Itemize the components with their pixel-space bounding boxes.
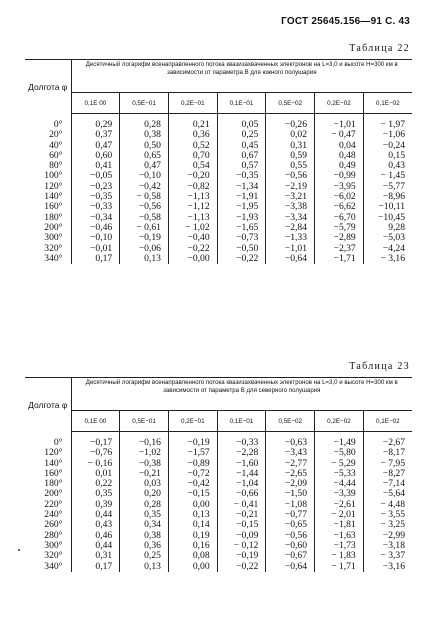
value-cell: 0,08 — [168, 551, 217, 561]
value-cell: 0,35 — [120, 510, 169, 520]
value-cell: −5,77 — [363, 182, 412, 192]
longitude-cell: 120° — [44, 180, 63, 192]
value-cell: −3,39 — [315, 489, 364, 499]
value-cell: −0,42 — [120, 182, 169, 192]
value-cell: −1,33 — [266, 233, 315, 243]
value-cell: −1,02 — [120, 448, 169, 458]
value-cell: 0,43 — [363, 161, 412, 171]
value-cell: − 0,61 — [120, 223, 169, 233]
value-cell: −0,35 — [217, 171, 266, 181]
longitude-cell: 0° — [53, 436, 63, 448]
value-cell: 0,38 — [120, 531, 169, 541]
param-header-cell: 0,2E−02 — [315, 93, 364, 114]
value-cell: − 1,45 — [363, 171, 412, 181]
table-row — [25, 432, 412, 449]
value-cell: −3,43 — [266, 448, 315, 458]
value-cell: 0,49 — [315, 161, 364, 171]
value-cell: −0,35 — [71, 192, 120, 202]
value-cell: −0,22 — [217, 254, 266, 264]
value-cell: 0,05 — [217, 114, 266, 131]
value-cell: − 4,48 — [363, 500, 412, 510]
value-cell: −0,66 — [217, 489, 266, 499]
value-cell: 0,38 — [120, 130, 169, 140]
value-cell: 0,57 — [217, 161, 266, 171]
value-cell: −10,11 — [363, 202, 412, 212]
value-cell: − 0,16 — [71, 459, 120, 469]
value-cell: −0,10 — [71, 233, 120, 243]
longitude-cell: 240° — [44, 509, 63, 521]
table-body — [25, 432, 412, 572]
value-cell: 0,22 — [71, 479, 120, 489]
longitude-cell: 340° — [44, 560, 63, 572]
longitude-cell: 140° — [44, 457, 63, 469]
value-cell: −3,16 — [363, 562, 412, 572]
value-cell: −1,57 — [168, 448, 217, 458]
value-cell: 0,55 — [266, 161, 315, 171]
param-header-cell: 0,1E−01 — [217, 93, 266, 114]
value-cell: −0,58 — [120, 213, 169, 223]
value-cell: 0,28 — [120, 114, 169, 131]
param-header-cell: 0,5E−01 — [120, 93, 169, 114]
value-cell: −4,24 — [363, 244, 412, 254]
lon-header: Долгота φ — [25, 378, 71, 432]
value-cell: 0,01 — [71, 469, 120, 479]
value-cell: 0,25 — [120, 551, 169, 561]
value-cell: −0,09 — [217, 531, 266, 541]
value-cell: −1,04 — [217, 479, 266, 489]
value-cell: −0,42 — [168, 479, 217, 489]
value-cell: −0,73 — [217, 233, 266, 243]
longitude-cell: 180° — [44, 478, 63, 490]
table-caption: Десятичный логарифм всенаправленного потока квазизахваченных электронов на L=3,0 и высоте H=300 км в зависимости от параметра B для южного полушария — [71, 60, 412, 93]
value-cell: −2,84 — [266, 223, 315, 233]
longitude-cell: 160° — [44, 467, 63, 479]
value-cell: 0,43 — [71, 520, 120, 530]
value-cell: −0,24 — [363, 141, 412, 151]
value-cell: 0,37 — [71, 130, 120, 140]
value-cell: 0,35 — [71, 489, 120, 499]
longitude-cell: 60° — [49, 149, 63, 161]
value-cell: −3,21 — [266, 192, 315, 202]
value-cell: −8,27 — [363, 469, 412, 479]
value-cell: −0,38 — [120, 459, 169, 469]
value-cell: −8,17 — [363, 448, 412, 458]
value-cell: −1,01 — [315, 114, 364, 131]
value-cell: −0,99 — [315, 171, 364, 181]
longitude-cell: 300° — [44, 232, 63, 244]
value-cell: 0,34 — [120, 520, 169, 530]
param-header-cell: 0,5E−02 — [266, 93, 315, 114]
value-cell: −4,44 — [315, 479, 364, 489]
value-cell: 0,19 — [168, 531, 217, 541]
value-cell: 0,45 — [217, 141, 266, 151]
value-cell: 0,44 — [71, 541, 120, 551]
value-cell: 0,02 — [266, 130, 315, 140]
longitude-cell: 260° — [44, 519, 63, 531]
value-cell: −0,40 — [168, 233, 217, 243]
value-cell: −1,13 — [168, 213, 217, 223]
value-cell: −1,13 — [168, 192, 217, 202]
longitude-cell: 200° — [44, 488, 63, 500]
value-cell: −5,64 — [363, 489, 412, 499]
value-cell: −2,99 — [363, 531, 412, 541]
longitude-cell: 280° — [44, 529, 63, 541]
value-cell: −1,65 — [217, 223, 266, 233]
value-cell: 0,60 — [71, 151, 120, 161]
value-cell: 0,65 — [120, 151, 169, 161]
value-cell: − 1,71 — [315, 562, 364, 572]
value-cell: −0,50 — [217, 244, 266, 254]
value-cell: − 1,83 — [315, 551, 364, 561]
value-cell: −0,33 — [217, 432, 266, 449]
value-cell: −0,89 — [168, 459, 217, 469]
value-cell: −0,00 — [168, 254, 217, 264]
lon-header: Долгота φ — [25, 60, 71, 114]
value-cell: −1,81 — [315, 520, 364, 530]
value-cell: −1,08 — [266, 500, 315, 510]
value-cell: −0,60 — [266, 541, 315, 551]
value-cell: −2,61 — [315, 500, 364, 510]
table-caption: Десятичный логарифм всенаправленного потока квазизахваченных электронов на L=3,0 и высоте H=300 км в зависимости от параметра B для северного полушария — [71, 378, 412, 411]
value-cell: −0,19 — [168, 432, 217, 449]
value-cell: 0,13 — [120, 562, 169, 572]
value-cell: −7,14 — [363, 479, 412, 489]
value-cell: −0,22 — [217, 562, 266, 572]
value-cell: − 2,01 — [315, 510, 364, 520]
param-header-cell: 0,1E−02 — [363, 411, 412, 432]
value-cell: −6,02 — [315, 192, 364, 202]
value-cell: −6,62 — [315, 202, 364, 212]
value-cell: 0,17 — [71, 562, 120, 572]
value-cell: −0,72 — [168, 469, 217, 479]
value-cell: −0,46 — [71, 223, 120, 233]
value-cell: 0,50 — [120, 141, 169, 151]
value-cell: −2,09 — [266, 479, 315, 489]
value-cell: 0,00 — [168, 500, 217, 510]
value-cell: −0,20 — [168, 171, 217, 181]
value-cell: −1,95 — [217, 202, 266, 212]
value-cell: −1,73 — [315, 541, 364, 551]
table-22-label: Таблица 22 — [349, 43, 410, 54]
param-header-cell: 0,2E−01 — [168, 93, 217, 114]
value-cell: −5,33 — [315, 469, 364, 479]
margin-mark — [18, 549, 20, 551]
value-cell: 0,14 — [168, 520, 217, 530]
value-cell: − 3,37 — [363, 551, 412, 561]
value-cell: −1,12 — [168, 202, 217, 212]
value-cell: −0,19 — [120, 233, 169, 243]
value-cell: −0,05 — [71, 171, 120, 181]
value-cell: −3,34 — [266, 213, 315, 223]
value-cell: −2,77 — [266, 459, 315, 469]
value-cell: 0,16 — [168, 541, 217, 551]
value-cell: −0,19 — [217, 551, 266, 561]
value-cell: −0,10 — [120, 171, 169, 181]
value-cell: 0,41 — [71, 161, 120, 171]
value-cell: −0,17 — [71, 432, 120, 449]
value-cell: −2,67 — [363, 432, 412, 449]
value-cell: − 3,55 — [363, 510, 412, 520]
value-cell: − 1,02 — [168, 223, 217, 233]
param-header-cell: 0,1E−01 — [217, 411, 266, 432]
value-cell: −2,19 — [266, 182, 315, 192]
param-header-cell: 0,2E−02 — [315, 411, 364, 432]
value-cell: 0,47 — [120, 161, 169, 171]
table-23-label: Таблица 23 — [349, 361, 410, 372]
longitude-cell: 200° — [44, 221, 63, 233]
value-cell: −2,89 — [315, 233, 364, 243]
value-cell: 0,04 — [315, 141, 364, 151]
value-cell: −0,01 — [71, 244, 120, 254]
value-cell: −1,91 — [217, 192, 266, 202]
value-cell: 0,67 — [217, 151, 266, 161]
value-cell: −0,82 — [168, 182, 217, 192]
value-cell: −3,18 — [363, 541, 412, 551]
value-cell: 0,15 — [363, 151, 412, 161]
value-cell: 0,59 — [266, 151, 315, 161]
value-cell: −0,76 — [71, 448, 120, 458]
value-cell: − 3,16 — [363, 254, 412, 264]
param-header-cell: 0,1E−02 — [363, 93, 412, 114]
value-cell: −1,93 — [217, 213, 266, 223]
param-header-cell: 0,5E−02 — [266, 411, 315, 432]
value-cell: − 0,47 — [315, 130, 364, 140]
value-cell: 9,28 — [363, 223, 412, 233]
value-cell: −2,37 — [315, 244, 364, 254]
value-cell: −1,60 — [217, 459, 266, 469]
value-cell: 0,17 — [71, 254, 120, 264]
value-cell: 0,36 — [120, 541, 169, 551]
value-cell: −1,71 — [315, 254, 364, 264]
value-cell: −0,67 — [266, 551, 315, 561]
value-cell: − 7,95 — [363, 459, 412, 469]
table-body — [25, 114, 412, 265]
table-22 — [25, 59, 412, 264]
value-cell: −0,65 — [266, 520, 315, 530]
longitude-cell: 100° — [44, 170, 63, 182]
value-cell: −0,63 — [266, 432, 315, 449]
page-header: ГОСТ 25645.156—91 С. 43 — [281, 16, 410, 27]
longitude-cell: 140° — [44, 191, 63, 203]
value-cell: −0,16 — [120, 432, 169, 449]
value-cell: 0,29 — [71, 114, 120, 131]
param-header-cell: 0,1E 00 — [71, 93, 120, 114]
longitude-cell: 300° — [44, 539, 63, 551]
value-cell: −0,06 — [120, 244, 169, 254]
param-header-cell: 0,1E 00 — [71, 411, 120, 432]
value-cell: 0,20 — [120, 489, 169, 499]
value-cell: −0,21 — [217, 510, 266, 520]
value-cell: −0,33 — [71, 202, 120, 212]
value-cell: 0,13 — [168, 510, 217, 520]
longitude-cell: 40° — [49, 139, 63, 151]
longitude-cell: 320° — [44, 550, 63, 562]
value-cell: 0,39 — [71, 500, 120, 510]
value-cell: −0,77 — [266, 510, 315, 520]
value-cell: 0,28 — [120, 500, 169, 510]
value-cell: −10,45 — [363, 213, 412, 223]
value-cell: −1,63 — [315, 531, 364, 541]
value-cell: 0,21 — [168, 114, 217, 131]
value-cell: − 1,97 — [363, 114, 412, 131]
value-cell: −1,01 — [266, 244, 315, 254]
value-cell: − 0,41 — [217, 500, 266, 510]
longitude-cell: 180° — [44, 211, 63, 223]
longitude-cell: 160° — [44, 201, 63, 213]
param-header-row — [25, 93, 412, 114]
value-cell: 0,13 — [120, 254, 169, 264]
value-cell: −1,44 — [217, 469, 266, 479]
value-cell: −1,34 — [217, 182, 266, 192]
value-cell: −2,28 — [217, 448, 266, 458]
value-cell: 0,25 — [217, 130, 266, 140]
value-cell: 0,31 — [266, 141, 315, 151]
value-cell: −0,23 — [71, 182, 120, 192]
longitude-cell: 320° — [44, 242, 63, 254]
longitude-cell: 0° — [53, 118, 63, 130]
value-cell: 0,44 — [71, 510, 120, 520]
value-cell: 0,54 — [168, 161, 217, 171]
value-cell: 0,46 — [71, 531, 120, 541]
table-row — [25, 114, 412, 131]
value-cell: −0,64 — [266, 254, 315, 264]
value-cell: −1,49 — [315, 432, 364, 449]
value-cell: −0,56 — [266, 531, 315, 541]
param-header-cell: 0,2E−01 — [168, 411, 217, 432]
value-cell: 0,36 — [168, 130, 217, 140]
value-cell: −0,15 — [217, 520, 266, 530]
value-cell: −5,79 — [315, 223, 364, 233]
longitude-cell: 340° — [44, 252, 63, 264]
value-cell: 0,70 — [168, 151, 217, 161]
value-cell: −0,21 — [120, 469, 169, 479]
value-cell: 0,31 — [71, 551, 120, 561]
param-header-cell: 0,5E−01 — [120, 411, 169, 432]
table-row — [25, 254, 412, 264]
longitude-cell: 80° — [49, 160, 63, 172]
value-cell: −0,56 — [120, 202, 169, 212]
value-cell: −0,26 — [266, 114, 315, 131]
table-row — [25, 562, 412, 572]
value-cell: −0,22 — [168, 244, 217, 254]
value-cell: −8,96 — [363, 192, 412, 202]
value-cell: −1,50 — [266, 489, 315, 499]
longitude-cell: 20° — [49, 129, 63, 141]
longitude-cell: 120° — [44, 447, 63, 459]
longitude-cell: 220° — [44, 498, 63, 510]
value-cell: − 3,25 — [363, 520, 412, 530]
value-cell: −3,38 — [266, 202, 315, 212]
value-cell: −2,65 — [266, 469, 315, 479]
value-cell: 0,52 — [168, 141, 217, 151]
value-cell: −0,64 — [266, 562, 315, 572]
value-cell: −3,95 — [315, 182, 364, 192]
value-cell: − 0,12 — [217, 541, 266, 551]
value-cell: 0,47 — [71, 141, 120, 151]
value-cell: − 0,58 — [120, 192, 169, 202]
value-cell: −5,80 — [315, 448, 364, 458]
value-cell: 0,48 — [315, 151, 364, 161]
value-cell: 0,03 — [120, 479, 169, 489]
value-cell: 0,00 — [168, 562, 217, 572]
table-23 — [25, 377, 412, 572]
value-cell: − 5,29 — [315, 459, 364, 469]
value-cell: −0,15 — [168, 489, 217, 499]
value-cell: −0,34 — [71, 213, 120, 223]
param-header-row — [25, 411, 412, 432]
value-cell: −0,56 — [266, 171, 315, 181]
value-cell: −1,06 — [363, 130, 412, 140]
value-cell: −5,03 — [363, 233, 412, 243]
value-cell: −6,70 — [315, 213, 364, 223]
